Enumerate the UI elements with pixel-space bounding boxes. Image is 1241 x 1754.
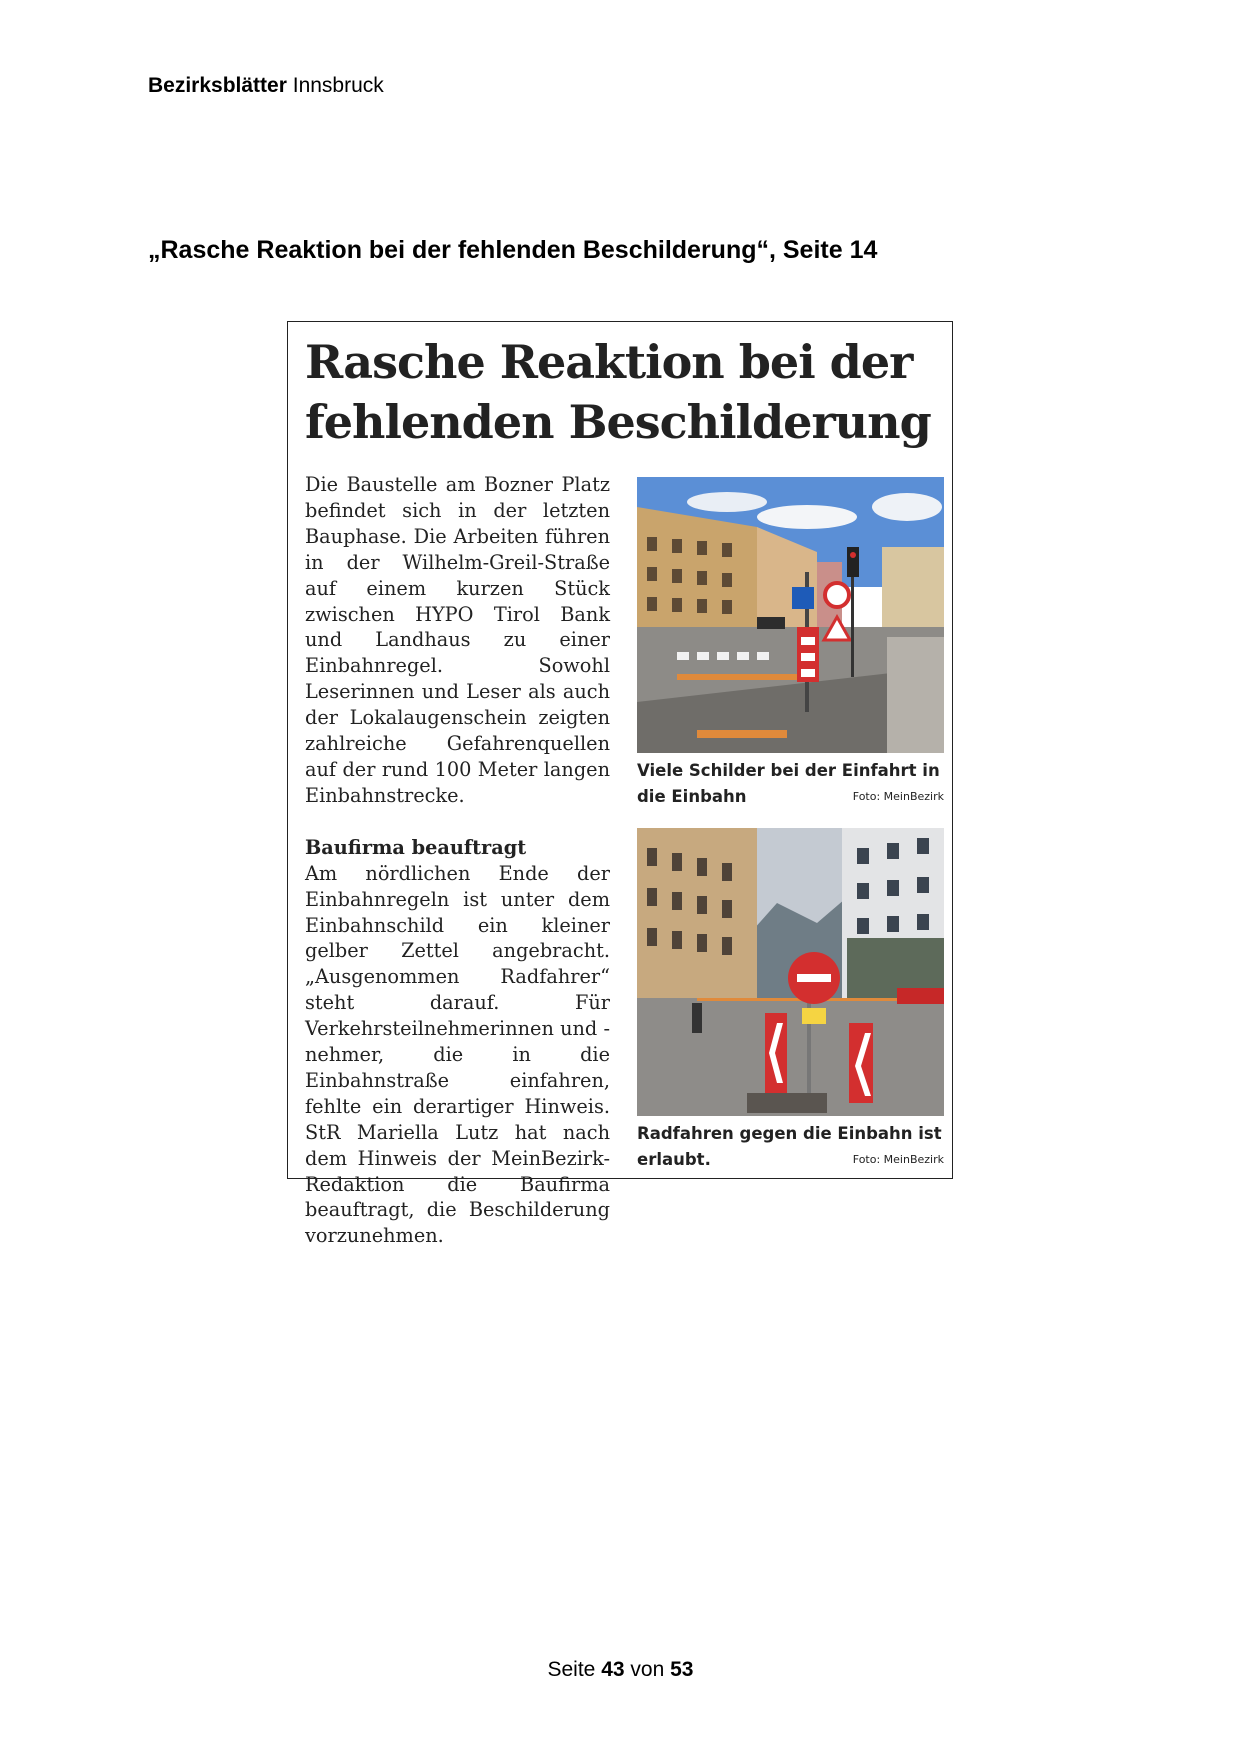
street-signs-photo bbox=[637, 477, 944, 753]
photo-caption-1-text: Viele Schilder bei der Einfahrt in die Einbahn bbox=[637, 761, 940, 806]
article-paragraph-2: Am nördlichen Ende der Einbahnregeln ist unter dem Einbahnschild ein kleiner gelber Zettel angebracht. „Ausgenommen Radfahrer“ steht darauf. Für Verkehrsteilnehmerinnen und -nehmer, die in die Einbahnstraße einfahren, fehlte ein derartiger Hinweis. StR Mariella Lutz hat nach dem Hinweis der MeinBezirk-Redaktion die Baufirma beauftragt, die Beschilderung vorzunehmen. bbox=[305, 861, 610, 1248]
edition-name: Innsbruck bbox=[292, 74, 384, 97]
document-title: „Rasche Reaktion bei der fehlenden Beschilderung“, Seite 14 bbox=[148, 236, 878, 264]
no-entry-sign-photo bbox=[637, 828, 944, 1116]
current-page-number: 43 bbox=[601, 1658, 625, 1681]
publication-name: Bezirksblätter bbox=[148, 74, 287, 97]
article-subheading: Baufirma beauftragt bbox=[305, 835, 527, 859]
photo-credit-1: Foto: MeinBezirk bbox=[852, 790, 944, 803]
article-paragraph-1: Die Baustelle am Bozner Platz befindet sich in der letzten Bauphase. Die Arbeiten führen in der Wilhelm-Greil-Straße auf einem kurzen Stück zwischen HYPO Tirol Bank und Landhaus zu einer Einbahnregel. Sowohl Leserinnen und Leser als auch der Lokalaugenschein zeigten zahlreiche Gefahrenquellen auf der rund 100 Meter langen Einbahnstrecke. bbox=[305, 473, 610, 807]
newspaper-clipping bbox=[287, 321, 953, 1248]
photo-caption-2-text: Radfahren gegen die Einbahn ist erlaubt. bbox=[637, 1124, 942, 1169]
photo-street-entrance bbox=[637, 477, 944, 753]
headline-line-2: fehlenden Beschilderung bbox=[305, 395, 931, 449]
page-header bbox=[148, 74, 384, 98]
photo-credit-2: Foto: MeinBezirk bbox=[852, 1153, 944, 1166]
photo-caption-2 bbox=[637, 1121, 944, 1173]
footer-prefix: Seite bbox=[547, 1658, 596, 1681]
photo-cycling-exception bbox=[637, 828, 944, 1116]
total-page-count: 53 bbox=[670, 1658, 694, 1681]
article-body bbox=[305, 472, 610, 1249]
headline-line-1: Rasche Reaktion bei der bbox=[305, 335, 913, 389]
page-footer bbox=[0, 1658, 1241, 1682]
article-headline bbox=[305, 332, 945, 452]
photo-caption-1 bbox=[637, 758, 944, 810]
footer-separator: von bbox=[630, 1658, 665, 1681]
